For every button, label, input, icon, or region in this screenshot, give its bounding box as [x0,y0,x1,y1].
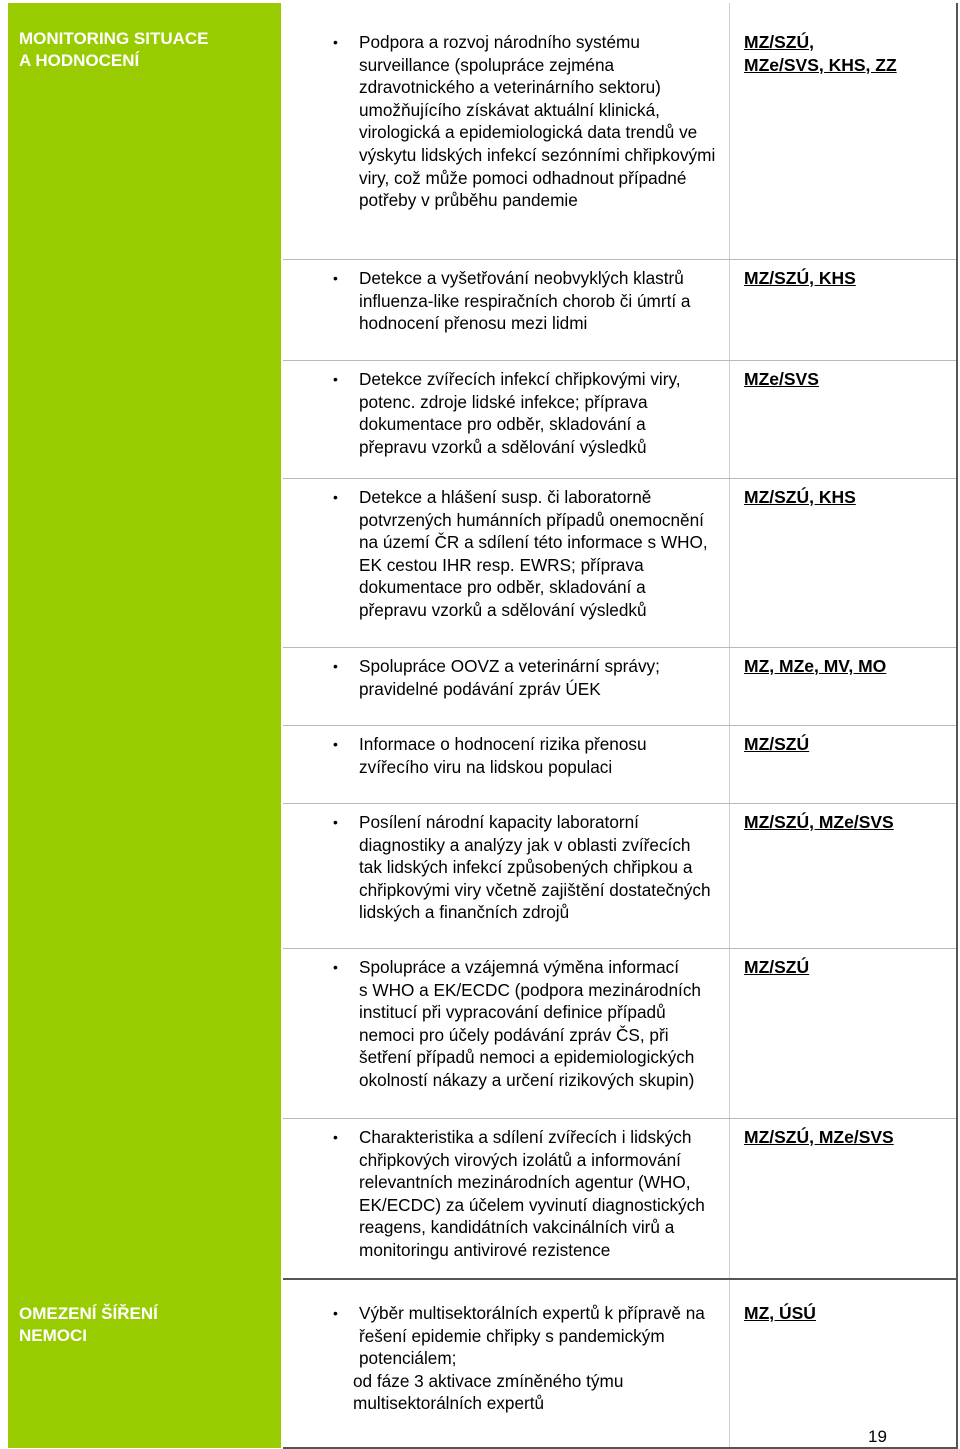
activity-line: nemoci pro účely podávání zpráv ČS, při [359,1024,669,1045]
list-item [283,1302,729,1370]
bullet-icon: • [333,1129,338,1145]
activity-cell [282,726,730,804]
activity-line: institucí při vypracování definice případů [359,1002,666,1023]
activity-line: Detekce a vyšetřování neobvyklých klastrů [359,268,684,288]
activity-line: dokumentace pro odběr, skladování a [359,414,646,435]
activity-line: Podpora a rozvoj národního systému [359,32,640,52]
list-item [283,368,729,458]
bullet-icon: • [333,489,338,505]
list-item [283,956,729,1092]
activity-line: dokumentace pro odběr, skladování a [359,577,646,598]
activity-line: diagnostiky a analýzy jak v oblasti zvířecích [359,834,691,855]
responsibility-cell [730,648,958,726]
activity-line: surveillance (spolupráce zejména [359,54,615,75]
activity-cell [282,479,730,648]
activity-line: přepravu vzorků a sdělování výsledků [359,599,647,620]
page-number: 19 [868,1427,887,1446]
responsibility-line: MZ/SZÚ, MZe/SVS [744,812,894,832]
activity-line: Detekce zvířecích infekcí chřipkovými viry, [359,369,681,389]
activity-line: pravidelné podávání zpráv ÚEK [359,678,601,699]
activity-cell [282,1279,730,1448]
activity-line: Informace o hodnocení rizika přenosu [359,734,647,754]
responsibility-line: MZ/SZÚ [744,734,810,754]
responsibility-line: MZ, MZe, MV, MO [744,656,887,676]
activity-line: umožňujícího získávat aktuální klinická, [359,99,660,120]
activity-cell [282,1119,730,1280]
responsibility-cell [730,1119,958,1280]
activity-line: lidských a finančních zdrojů [359,902,570,923]
list-item [283,811,729,924]
bullet-icon: • [333,34,338,50]
activity-line: Spolupráce a vzájemná výměna informací [359,957,680,977]
section-title-line: NEMOCI [19,1326,87,1345]
activity-line: potenc. zdroje lidské infekce; příprava [359,391,648,412]
section-title-omezeni [8,1279,282,1448]
activity-line: s WHO a EK/ECDC (podpora mezinárodních [359,979,701,1000]
activity-line: přepravu vzorků a sdělování výsledků [359,436,647,457]
section-title-line: MONITORING SITUACE [19,29,209,48]
activity-cell [282,3,730,260]
responsibility-cell [730,479,958,648]
responsibility-cell [730,804,958,949]
activity-cell [282,804,730,949]
activity-line: virologická a epidemiologická data trendů ve [359,122,698,143]
list-item [283,267,729,335]
responsibility-cell [730,949,958,1119]
list-item [283,31,729,212]
activity-cell [282,949,730,1119]
activity-cell [282,648,730,726]
list-item [283,655,729,700]
activity-continuation [283,1370,729,1415]
responsibility-line: MZ/SZÚ, [744,32,814,52]
bullet-icon: • [333,959,338,975]
bullet-icon: • [333,736,338,752]
activity-line: potvrzených humánních případů onemocnění [359,509,704,530]
activity-line: okolností nákazy a určení rizikových skupin) [359,1069,695,1090]
activity-line: zdravotnického a veterinárního sektoru) [359,77,661,98]
bullet-icon: • [333,658,338,674]
table-row [8,3,957,260]
section-omezeni-sireni [8,1279,957,1448]
activity-line: zvířecího viru na lidskou populaci [359,756,613,777]
bullet-icon: • [333,270,338,286]
activity-line: reagens, kandidátních vakcinálních virů a [359,1217,675,1238]
list-item [283,486,729,622]
activity-line: Výběr multisektorálních expertů k přípravě na [359,1303,705,1323]
activity-line: multisektorálních expertů [353,1393,545,1414]
activity-line: EK/ECDC) za účelem vyvinutí diagnostických [359,1194,705,1215]
responsibility-cell [730,1279,958,1448]
bullet-icon: • [333,1305,338,1321]
list-item [283,733,729,778]
activity-line: Spolupráce OOVZ a veterinární správy; [359,656,660,676]
activity-line: potřeby v průběhu pandemie [359,190,578,211]
activity-line: tak lidských infekcí způsobených chřipkou a [359,857,693,878]
responsibility-cell [730,726,958,804]
activity-line: potenciálem; [359,1348,457,1369]
activity-line: šetření případů nemoci a epidemiologických [359,1047,695,1068]
responsibility-line: MZ, ÚSÚ [744,1303,816,1323]
bullet-icon: • [333,371,338,387]
responsibility-line: MZe/SVS, KHS, ZZ [744,54,897,75]
responsibility-line: MZ/SZÚ [744,957,810,977]
activity-line: EK cestou IHR resp. EWRS; příprava [359,554,644,575]
list-item [283,1126,729,1262]
activity-line: Posílení národní kapacity laboratorní [359,812,639,832]
activity-line: od fáze 3 aktivace zmíněného týmu [353,1370,624,1391]
activity-line: na území ČR a sdílení této informace s WHO, [359,532,708,553]
activity-line: výskytu lidských infekcí sezónními chřipkovými [359,144,716,165]
activity-line: chřipkových virových izolátů a informování [359,1149,681,1170]
responsibility-cell [730,260,958,361]
section-title-line: A HODNOCENÍ [19,51,140,70]
responsibility-line: MZ/SZÚ, KHS [744,487,856,507]
responsibility-line: MZ/SZÚ, KHS [744,268,856,288]
responsibility-line: MZ/SZÚ, MZe/SVS [744,1127,894,1147]
activity-line: influenza-like respiračních chorob či úmrtí a [359,290,691,311]
responsibility-cell [730,361,958,479]
action-plan-table [8,3,958,1449]
activity-cell [282,260,730,361]
activity-line: Charakteristika a sdílení zvířecích i lidských [359,1127,692,1147]
activity-line: relevantních mezinárodních agentur (WHO, [359,1172,691,1193]
bullet-icon: • [333,814,338,830]
responsibility-line: MZe/SVS [744,369,819,389]
activity-line: hodnocení přenosu mezi lidmi [359,313,588,334]
activity-line: Detekce a hlášení susp. či laboratorně [359,487,652,507]
section-title-monitoring [8,3,282,1279]
activity-line: chřipkovými viry včetně zajištění dostatečných [359,879,711,900]
section-title-line: OMEZENÍ ŠÍŘENÍ [19,1304,158,1323]
activity-line: řešení epidemie chřipky s pandemickým [359,1325,665,1346]
responsibility-cell [730,3,958,260]
activity-cell [282,361,730,479]
activity-line: monitoringu antivirové rezistence [359,1239,611,1260]
activity-line: viry, což může pomoci odhadnout případné [359,167,687,188]
